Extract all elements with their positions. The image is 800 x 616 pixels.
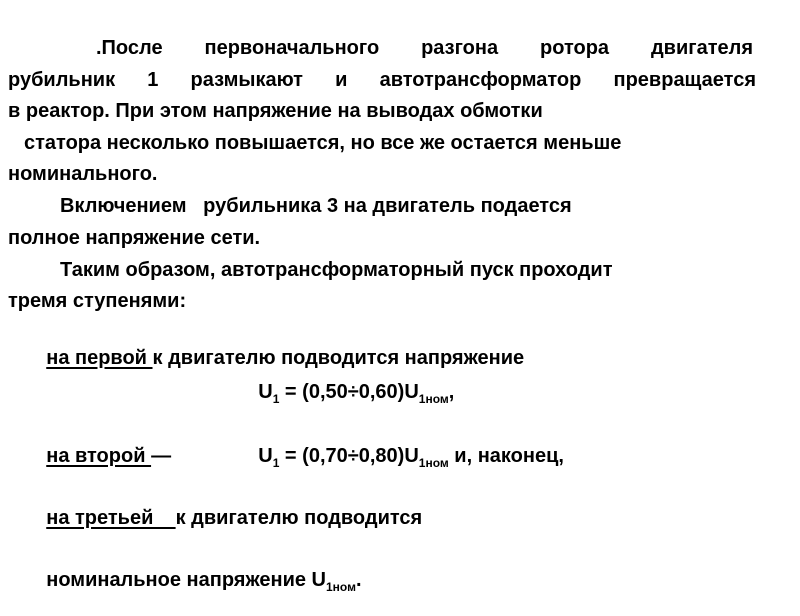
formula-sub-nom: 1ном [418,456,449,470]
formula-sub: 1 [272,456,280,470]
formula-end: , [448,381,455,403]
stage-2-label: на второй [46,445,152,467]
formula-sub-nom: 1ном [418,392,449,406]
p2-line-2: полное напряжение сети. [8,227,261,249]
p1-line-4: статора несколько повышается, но все же остается меньше [24,132,622,154]
stage-1-formula [236,356,454,428]
p3-line-1: Таким образом, автотрансформаторный пуск проходит [60,259,613,281]
formula-u: U [258,445,273,467]
p2-line-1: Включением рубильника 3 на двигатель подается [60,195,572,217]
formula-sub: 1 [272,392,280,406]
p1-line-3: в реактор. При этом напряжение на выводах обмотки [8,100,543,122]
stage-3-continuation [24,544,362,616]
formula-end: и, наконец, [448,445,564,467]
p3-line-2: тремя ступенями: [8,290,187,312]
formula-range: = (0,50÷0,60)U [279,381,419,403]
formula-end: . [355,569,362,591]
stage-3-text: к двигателю подводится [175,507,423,529]
stage-3-label: на третьей [46,507,176,529]
p1-line-1: .После первоначального разгона ротора двигателя [96,37,753,59]
p1-line-2: рубильник 1 размыкают и автотрансформатор превращается [8,69,756,91]
nominal-voltage-text: номинальное напряжение U [46,569,326,591]
formula-sub-nom: 1ном [325,580,356,594]
stage-2-dash: — [151,445,172,467]
stage-1-label: на первой [46,347,153,369]
formula-range: = (0,70÷0,80)U [279,445,419,467]
stage-1-text: к двигателю подводится напряжение [152,347,525,369]
p1-line-5: номинального. [8,163,158,185]
formula-u: U [258,381,273,403]
